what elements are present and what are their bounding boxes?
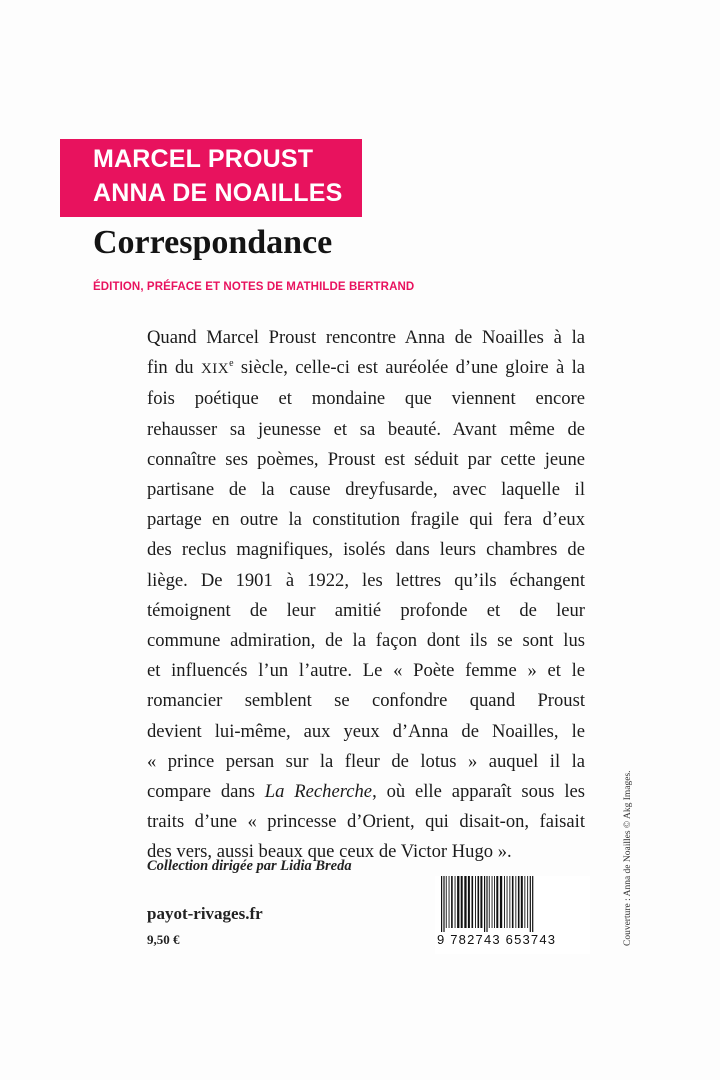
- blurb-line: des vers, aussi beaux que ceux de Victor Hugo ».: [147, 841, 512, 863]
- author-name-2: ANNA DE NOAILLES: [93, 179, 343, 207]
- price: 9,50 €: [147, 932, 180, 947]
- barcode-bar: [530, 876, 531, 932]
- barcode-bar: [509, 876, 510, 928]
- barcode-bar: [494, 876, 495, 928]
- barcode-bar: [500, 876, 502, 928]
- barcode-bar: [478, 876, 480, 928]
- barcode-bar: [512, 876, 514, 928]
- blurb-line: liège. De 1901 à 1922, les lettres qu’ils échangent: [147, 569, 585, 591]
- collection-director: Collection dirigée par Lidia Breda: [147, 858, 352, 874]
- barcode-bar: [527, 876, 528, 928]
- barcode-bar: [484, 876, 485, 932]
- barcode-bar: [507, 876, 508, 928]
- blurb-line: connaître ses poèmes, Proust est séduit par cette jeune: [147, 448, 585, 470]
- blurb-line: partage en outre la constitution fragile qui fera d’eux: [147, 509, 585, 531]
- barcode-bar: [468, 876, 470, 928]
- blurb-line: compare dans La Recherche, où elle apparaît sous les: [147, 781, 585, 803]
- barcode-bar: [472, 876, 474, 928]
- barcode-bar: [449, 876, 450, 928]
- barcode-bar: [441, 876, 442, 932]
- barcode-bar: [521, 876, 523, 928]
- barcode-bar: [532, 876, 533, 932]
- blurb-line: fin du XIXe siècle, celle-ci est auréolée d’une gloire à la: [147, 357, 586, 379]
- blurb-line: des reclus magnifiques, isolés dans leurs chambres de: [147, 539, 585, 561]
- book-title: Correspondance: [93, 224, 333, 261]
- blurb-line: fois poétique et mondaine que viennent encore: [147, 388, 585, 410]
- barcode-bar: [492, 876, 493, 928]
- barcode-bar: [455, 876, 456, 928]
- barcode-bar: [451, 876, 453, 928]
- barcode-bar: [518, 876, 520, 928]
- cover-image-credit: Couverture : Anna de Noailles © Akg Images.: [623, 770, 633, 946]
- barcode-bar: [457, 876, 459, 928]
- barcode-bar: [480, 876, 482, 928]
- barcode-bar: [475, 876, 476, 928]
- barcode-bar: [515, 876, 516, 928]
- blurb-line: et influencés l’un l’autre. Le « Poète femme » et le: [147, 660, 585, 682]
- author-name-1: MARCEL PROUST: [93, 145, 314, 173]
- barcode-bar: [443, 876, 444, 932]
- blurb-text: [147, 323, 585, 868]
- publisher-website: payot-rivages.fr: [147, 904, 263, 923]
- barcode-bar: [464, 876, 466, 928]
- barcode-bar: [461, 876, 463, 928]
- barcode-bars: [435, 876, 590, 932]
- blurb-line: « prince persan sur la fleur de lotus » auquel il la: [147, 750, 585, 772]
- barcode-bar: [486, 876, 487, 932]
- blurb-line: traits d’une « princesse d’Orient, qui disait-on, faisait: [147, 811, 585, 833]
- barcode-bar: [446, 876, 447, 928]
- blurb-line: commune admiration, de la façon dont ils se sont lus: [147, 630, 585, 652]
- barcode-bar: [524, 876, 525, 928]
- blurb-line: témoignent de leur amitié profonde et de leur: [147, 599, 585, 621]
- isbn-number: 9 782743 653743: [437, 932, 557, 947]
- barcode-bar: [489, 876, 490, 928]
- barcode-bar: [496, 876, 498, 928]
- blurb-line: devient lui-même, aux yeux d’Anna de Noailles, le: [147, 720, 585, 742]
- blurb-line: rehausser sa jeunesse et sa beauté. Avant même de: [147, 418, 585, 440]
- edition-credit: ÉDITION, PRÉFACE ET NOTES DE MATHILDE BERTRAND: [93, 281, 415, 293]
- barcode-bar: [504, 876, 505, 928]
- blurb-line: romancier semblent se confondre quand Proust: [147, 690, 585, 712]
- blurb-line: partisane de la cause dreyfusarde, avec laquelle il: [147, 479, 585, 501]
- blurb-line: Quand Marcel Proust rencontre Anna de Noailles à la: [147, 327, 585, 348]
